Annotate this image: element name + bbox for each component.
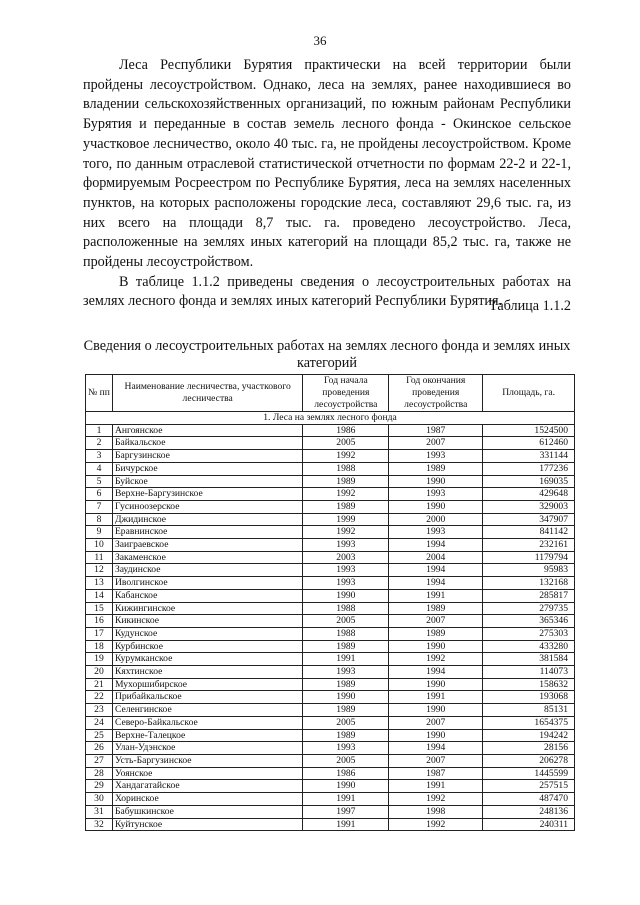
row-number: 18 [86,640,113,653]
start-year: 2005 [303,437,389,450]
area: 240311 [483,818,575,831]
section-title: 1. Леса на землях лесного фонда [86,412,575,425]
row-number: 25 [86,729,113,742]
header-area: Площадь, га. [483,375,575,412]
header-start-year: Год начала проведения лесоустройства [303,375,389,412]
table-header-row [86,375,575,412]
section-row [86,412,575,425]
end-year: 1994 [389,666,483,679]
forestry-name: Байкальское [112,437,302,450]
table-row [86,488,575,501]
end-year: 1990 [389,729,483,742]
forest-inventory-table [85,374,575,831]
forestry-name: Буйское [112,475,302,488]
forestry-name: Селенгинское [112,704,302,717]
start-year: 1986 [303,767,389,780]
forestry-name: Бабушкинское [112,805,302,818]
table-row [86,780,575,793]
table-row [86,589,575,602]
area: 232161 [483,539,575,552]
area: 248136 [483,805,575,818]
area: 347907 [483,513,575,526]
start-year: 1988 [303,602,389,615]
row-number: 16 [86,615,113,628]
row-number: 32 [86,818,113,831]
area: 429648 [483,488,575,501]
end-year: 1992 [389,793,483,806]
area: 433280 [483,640,575,653]
area: 206278 [483,754,575,767]
table-row [86,437,575,450]
area: 279735 [483,602,575,615]
forestry-name: Северо-Байкальское [112,716,302,729]
forestry-name: Кудунское [112,627,302,640]
row-number: 14 [86,589,113,602]
area: 257515 [483,780,575,793]
forestry-name: Куйтунское [112,818,302,831]
area: 612460 [483,437,575,450]
end-year: 1994 [389,564,483,577]
forestry-name: Кикинское [112,615,302,628]
end-year: 1998 [389,805,483,818]
end-year: 1991 [389,589,483,602]
end-year: 1991 [389,691,483,704]
area: 169035 [483,475,575,488]
forestry-name: Верхне-Талецкое [112,729,302,742]
area: 487470 [483,793,575,806]
area: 365346 [483,615,575,628]
start-year: 1993 [303,564,389,577]
area: 158632 [483,678,575,691]
body-text [83,56,571,312]
start-year: 2005 [303,716,389,729]
forestry-name: Бичурское [112,462,302,475]
end-year: 1989 [389,627,483,640]
row-number: 15 [86,602,113,615]
start-year: 1993 [303,577,389,590]
start-year: 1990 [303,589,389,602]
row-number: 1 [86,424,113,437]
start-year: 1992 [303,488,389,501]
start-year: 1993 [303,539,389,552]
row-number: 31 [86,805,113,818]
row-number: 3 [86,450,113,463]
row-number: 30 [86,793,113,806]
start-year: 1993 [303,666,389,679]
start-year: 1988 [303,462,389,475]
start-year: 1991 [303,818,389,831]
end-year: 1990 [389,475,483,488]
table-row [86,716,575,729]
table-row [86,729,575,742]
start-year: 1989 [303,704,389,717]
forestry-name: Курбинское [112,640,302,653]
table-row [86,767,575,780]
end-year: 2007 [389,754,483,767]
start-year: 1989 [303,729,389,742]
start-year: 2005 [303,615,389,628]
start-year: 1989 [303,678,389,691]
row-number: 5 [86,475,113,488]
forestry-name: Хандагатайское [112,780,302,793]
start-year: 1989 [303,500,389,513]
table-row [86,564,575,577]
area: 275303 [483,627,575,640]
end-year: 2007 [389,437,483,450]
end-year: 1987 [389,424,483,437]
row-number: 6 [86,488,113,501]
page-number: 36 [313,33,327,48]
row-number: 20 [86,666,113,679]
table-row [86,602,575,615]
end-year: 1989 [389,602,483,615]
end-year: 1994 [389,742,483,755]
area: 194242 [483,729,575,742]
table-row [86,704,575,717]
area: 841142 [483,526,575,539]
table-row [86,551,575,564]
forestry-name: Кяхтинское [112,666,302,679]
header-end-year: Год окончания проведения лесоустройства [389,375,483,412]
row-number: 8 [86,513,113,526]
start-year: 1992 [303,450,389,463]
area: 95983 [483,564,575,577]
end-year: 1990 [389,640,483,653]
table-row [86,475,575,488]
row-number: 27 [86,754,113,767]
table-row [86,640,575,653]
area: 1445599 [483,767,575,780]
forestry-name: Гусиноозерское [112,500,302,513]
end-year: 1992 [389,818,483,831]
table-row [86,678,575,691]
area: 132168 [483,577,575,590]
area: 1654375 [483,716,575,729]
forestry-name: Уоянское [112,767,302,780]
forestry-name: Баргузинское [112,450,302,463]
start-year: 1990 [303,691,389,704]
start-year: 1991 [303,653,389,666]
table-row [86,653,575,666]
table-row [86,742,575,755]
table-row [86,424,575,437]
end-year: 1987 [389,767,483,780]
forestry-name: Кижингинское [112,602,302,615]
forestry-name: Заудинское [112,564,302,577]
end-year: 1990 [389,500,483,513]
table-row [86,615,575,628]
table-label: Таблица 1.1.2 [489,298,571,314]
row-number: 11 [86,551,113,564]
row-number: 22 [86,691,113,704]
table-row [86,691,575,704]
start-year: 1999 [303,513,389,526]
row-number: 17 [86,627,113,640]
row-number: 29 [86,780,113,793]
row-number: 28 [86,767,113,780]
header-forestry-name: Наименование лесничества, участкового лесничества [112,375,302,412]
table-row [86,666,575,679]
area: 329003 [483,500,575,513]
forestry-name: Прибайкальское [112,691,302,704]
row-number: 2 [86,437,113,450]
start-year: 1986 [303,424,389,437]
table-row [86,526,575,539]
table-row [86,805,575,818]
header-number: № пп [86,375,113,412]
start-year: 1992 [303,526,389,539]
area: 114073 [483,666,575,679]
start-year: 1990 [303,780,389,793]
table-row [86,818,575,831]
end-year: 2007 [389,716,483,729]
end-year: 1990 [389,704,483,717]
forestry-name: Кабанское [112,589,302,602]
forestry-name: Ангоянское [112,424,302,437]
row-number: 7 [86,500,113,513]
row-number: 13 [86,577,113,590]
area: 331144 [483,450,575,463]
end-year: 2000 [389,513,483,526]
area: 28156 [483,742,575,755]
end-year: 1993 [389,488,483,501]
end-year: 1994 [389,539,483,552]
start-year: 1997 [303,805,389,818]
end-year: 1990 [389,678,483,691]
row-number: 4 [86,462,113,475]
forestry-name: Джидинское [112,513,302,526]
forestry-name: Хоринское [112,793,302,806]
end-year: 1994 [389,577,483,590]
start-year: 1988 [303,627,389,640]
start-year: 1989 [303,640,389,653]
table-row [86,539,575,552]
end-year: 1989 [389,462,483,475]
forestry-name: Улан-Удэнское [112,742,302,755]
table-row [86,754,575,767]
area: 1524500 [483,424,575,437]
start-year: 1989 [303,475,389,488]
end-year: 1993 [389,526,483,539]
paragraph-2: В таблице 1.1.2 приведены сведения о лесоустроительных работах на землях лесного фонда и землях иных категорий Республики Бурятия. [83,273,571,310]
start-year: 1993 [303,742,389,755]
forestry-name: Еравнинское [112,526,302,539]
end-year: 2007 [389,615,483,628]
area: 1179794 [483,551,575,564]
forestry-name: Иволгинское [112,577,302,590]
area: 85131 [483,704,575,717]
forestry-name: Мухоршибирское [112,678,302,691]
forestry-name: Курумканское [112,653,302,666]
area: 177236 [483,462,575,475]
area: 381584 [483,653,575,666]
end-year: 1992 [389,653,483,666]
row-number: 9 [86,526,113,539]
start-year: 2005 [303,754,389,767]
table-row [86,577,575,590]
table-row [86,450,575,463]
area: 285817 [483,589,575,602]
table-row [86,462,575,475]
row-number: 24 [86,716,113,729]
area: 193068 [483,691,575,704]
table-row [86,513,575,526]
forestry-name: Заиграевское [112,539,302,552]
row-number: 19 [86,653,113,666]
start-year: 1991 [303,793,389,806]
table-row [86,627,575,640]
end-year: 2004 [389,551,483,564]
end-year: 1993 [389,450,483,463]
paragraph-1: Леса Республики Бурятия практически на всей территории были пройдены лесоустройством. Однако, леса на землях, ранее находившиеся во владении сельскохозяйственных организаций, по южным районам Республики Бурятия и переданные в состав земель лесного фонда - Окинское сельское участковое лесничество, около 40 тыс. га, не пройдены лесоустройством. Кроме того, по данным отраслевой статистической отчетности по формам 22-2 и 22-1, формируемым Росреестром по Республике Бурятия, леса на землях населенных пунктов, на которых расположены городские леса, составляют 29,6 тыс. га, из них всего на площади 8,7 тыс. га. проведено лесоустройство. Леса, расположенные на землях иных категорий на площади 85,2 тыс. га, также не пройдены лесоустройством. [83,57,571,271]
start-year: 2003 [303,551,389,564]
row-number: 12 [86,564,113,577]
row-number: 26 [86,742,113,755]
table-row [86,793,575,806]
table-row [86,500,575,513]
row-number: 21 [86,678,113,691]
forestry-name: Усть-Баргузинское [112,754,302,767]
forestry-name: Закаменское [112,551,302,564]
row-number: 23 [86,704,113,717]
forestry-name: Верхне-Баргузинское [112,488,302,501]
end-year: 1991 [389,780,483,793]
row-number: 10 [86,539,113,552]
table-title: Сведения о лесоустроительных работах на землях лесного фонда и землях иных категорий [83,338,571,371]
